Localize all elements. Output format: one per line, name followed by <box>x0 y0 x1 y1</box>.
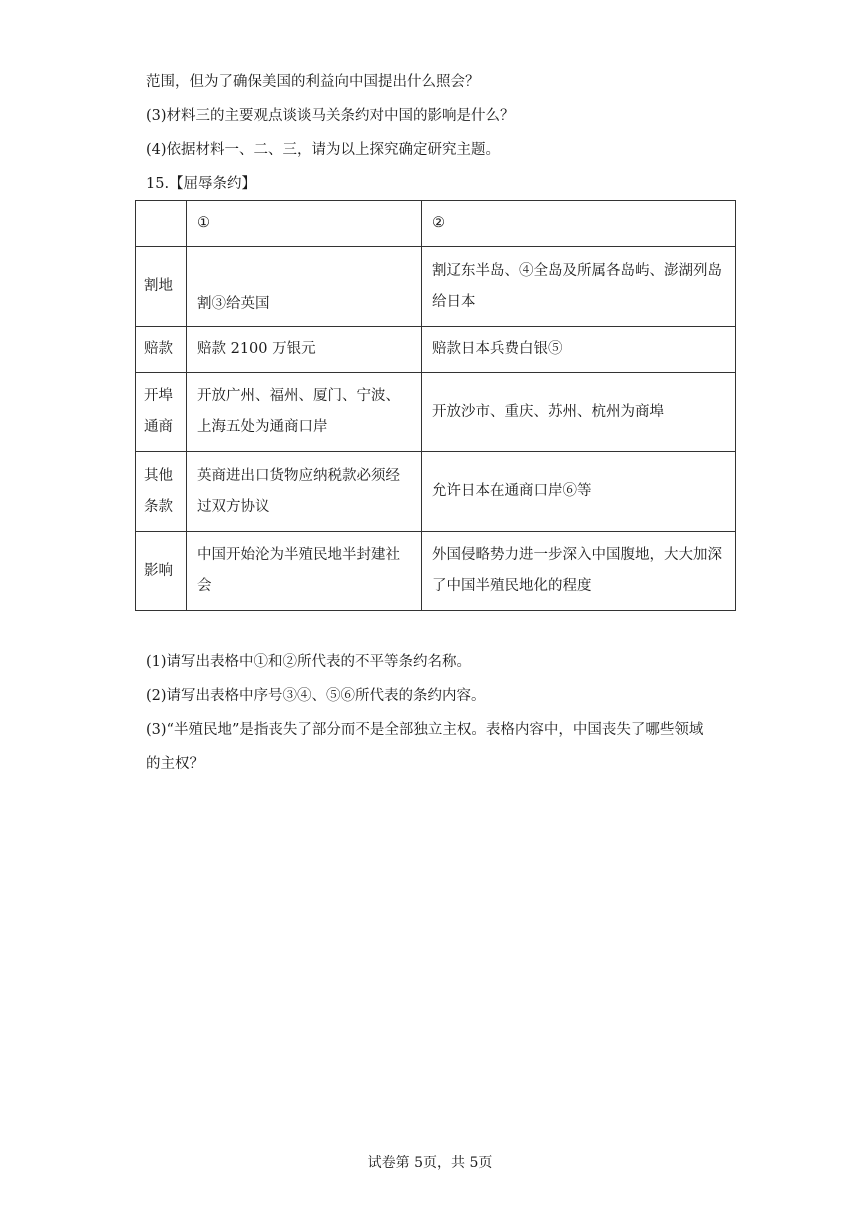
treaty-table <box>135 200 736 611</box>
row-cell-col1: 割③给英国 <box>187 247 422 327</box>
question-15-sub3-line2: 的主权？ <box>146 756 204 772</box>
row-label: 影响 <box>136 532 187 611</box>
row-label: 其他条款 <box>136 452 187 532</box>
table-row <box>136 452 736 532</box>
question-15-sub2: (2)请写出表格中序号③④、⑤⑥所代表的条约内容。 <box>146 688 486 704</box>
row-label: 开埠通商 <box>136 373 187 452</box>
table-header-corner <box>136 201 187 247</box>
page-footer: 试卷第 5页，共 5页 <box>367 1155 493 1171</box>
question-15-sub3-line1: (3)“半殖民地”是指丧失了部分而不是全部独立主权。表格内容中，中国丧失了哪些领域 <box>146 722 704 738</box>
question-14-sub3: (3)材料三的主要观点谈谈马关条约对中国的影响是什么？ <box>146 108 515 124</box>
table-header-row <box>136 201 736 247</box>
question-15-title: 15.【屈辱条约】 <box>146 176 257 192</box>
question-14-sub4: (4)依据材料一、二、三，请为以上探究确定研究主题。 <box>146 142 501 158</box>
row-cell-col2: 外国侵略势力进一步深入中国腹地，大大加深了中国半殖民地化的程度 <box>422 532 736 611</box>
table-row <box>136 247 736 327</box>
table-row <box>136 532 736 611</box>
table-header-col2: ② <box>422 201 736 247</box>
row-cell-col2: 割辽东半岛、④全岛及所属各岛屿、澎湖列岛给日本 <box>422 247 736 327</box>
row-label: 割地 <box>136 247 187 327</box>
row-cell-col1: 赔款 2100 万银元 <box>187 327 422 373</box>
table-header-col1: ① <box>187 201 422 247</box>
row-cell-col1: 开放广州、福州、厦门、宁波、上海五处为通商口岸 <box>187 373 422 452</box>
row-cell-col2: 允许日本在通商口岸⑥等 <box>422 452 736 532</box>
table-row <box>136 373 736 452</box>
row-cell-col1: 英商进出口货物应纳税款必须经过双方协议 <box>187 452 422 532</box>
row-cell-col1: 中国开始沦为半殖民地半封建社会 <box>187 532 422 611</box>
question-15-sub1: (1)请写出表格中①和②所代表的不平等条约名称。 <box>146 654 472 670</box>
row-cell-col2: 赔款日本兵费白银⑤ <box>422 327 736 373</box>
table-row <box>136 327 736 373</box>
row-cell-col2: 开放沙市、重庆、苏州、杭州为商埠 <box>422 373 736 452</box>
question-14-text-line: 范围，但为了确保美国的利益向中国提出什么照会？ <box>146 74 480 90</box>
row-label: 赔款 <box>136 327 187 373</box>
